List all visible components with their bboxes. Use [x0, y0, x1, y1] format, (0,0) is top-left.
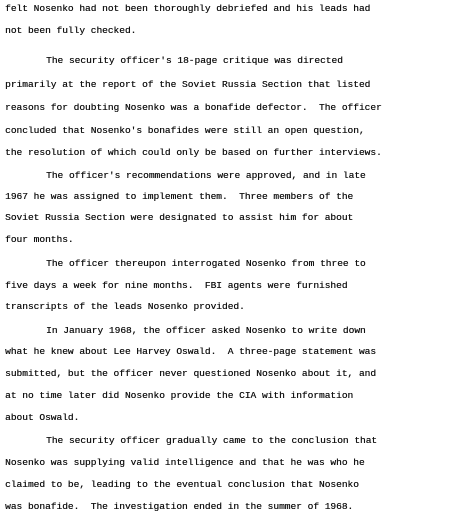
text-line: submitted, but the officer never questioned Nosenko about it, and: [5, 368, 376, 379]
text-line: four months.: [5, 234, 74, 245]
text-line: In January 1968, the officer asked Nosenko to write down: [46, 325, 366, 336]
text-line: felt Nosenko had not been thoroughly debriefed and his leads had: [5, 3, 371, 14]
text-line: 1967 he was assigned to implement them. Three members of the: [5, 191, 354, 202]
text-line: was bonafide. The investigation ended in the summer of 1968.: [5, 501, 354, 512]
text-line: Nosenko was supplying valid intelligence and that he was who he: [5, 457, 365, 468]
text-line: concluded that Nosenko's bonafides were still an open question,: [5, 125, 365, 136]
text-line: Soviet Russia Section were designated to assist him for about: [5, 212, 354, 223]
text-line: primarily at the report of the Soviet Russia Section that listed: [5, 79, 371, 90]
text-line: The officer's recommendations were approved, and in late: [46, 170, 366, 181]
text-line: transcripts of the leads Nosenko provided.: [5, 301, 245, 312]
text-line: The officer thereupon interrogated Nosenko from three to: [46, 258, 366, 269]
text-line: The security officer gradually came to the conclusion that: [46, 435, 378, 446]
text-line: five days a week for nine months. FBI agents were furnished: [5, 280, 348, 291]
text-line: The security officer's 18-page critique was directed: [46, 55, 343, 66]
text-line: claimed to be, leading to the eventual conclusion that Nosenko: [5, 479, 359, 490]
text-line: reasons for doubting Nosenko was a bonafide defector. The officer: [5, 102, 382, 113]
text-line: not been fully checked.: [5, 25, 137, 36]
text-line: the resolution of which could only be based on further interviews.: [5, 147, 382, 158]
text-line: what he knew about Lee Harvey Oswald. A three-page statement was: [5, 346, 376, 357]
text-line: about Oswald.: [5, 412, 80, 423]
text-line: at no time later did Nosenko provide the CIA with information: [5, 390, 354, 401]
